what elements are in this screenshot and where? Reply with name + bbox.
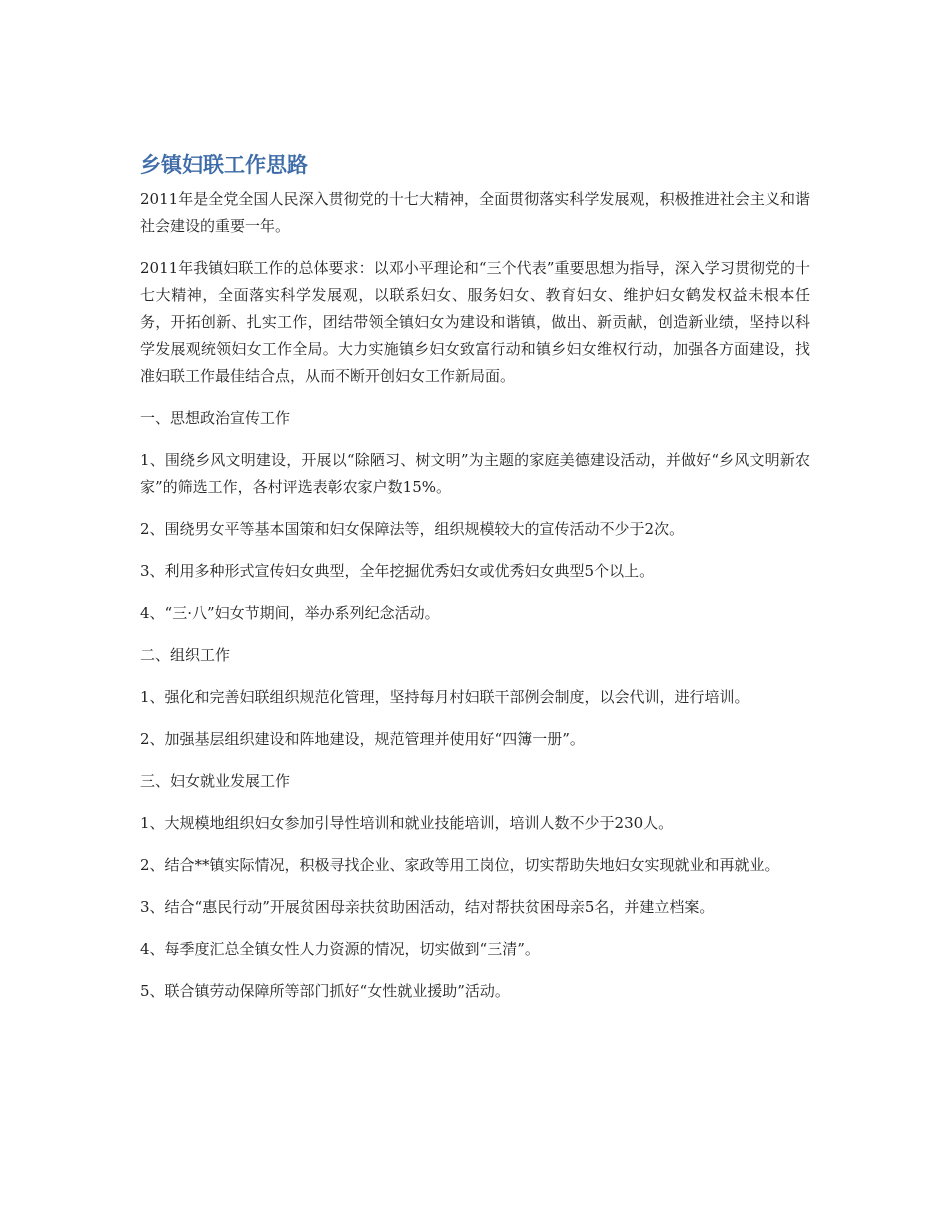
- section-heading-ideology: 一、思想政治宣传工作: [140, 409, 291, 427]
- list-item: 2、围绕男女平等基本国策和妇女保障法等，组织规模较大的宣传活动不少于2次。: [140, 520, 685, 538]
- intro-paragraph: 2011年是全党全国人民深入贯彻党的十七大精神，全面贯彻落实科学发展观，积极推进社会主义和谐社会建设的重要一年。: [140, 190, 810, 235]
- list-item: 1、围绕乡风文明建设，开展以“除陋习、树文明”为主题的家庭美德建设活动，并做好“乡风文明新农家”的筛选工作，各村评选表彰农家户数15%。: [140, 451, 810, 496]
- requirements-paragraph: 2011年我镇妇联工作的总体要求：以邓小平理论和“三个代表”重要思想为指导，深入学习贯彻党的十七大精神，全面落实科学发展观，以联系妇女、服务妇女、教育妇女、维护妇女鹤发权益未根本任务，开拓创新、扎实工作，团结带领全镇妇女为建设和谐镇，做出、新贡献，创造新业绩，坚持以科学发展观统领妇女工作全局。大力实施镇乡妇女致富行动和镇乡妇女维权行动，加强各方面建设，找准妇联工作最佳结合点，从而不断开创妇女工作新局面。: [140, 259, 810, 385]
- document-title: 乡镇妇联工作思路: [140, 153, 308, 177]
- document-body: [140, 150, 810, 1020]
- list-item: 5、联合镇劳动保障所等部门抓好“女性就业援助”活动。: [140, 982, 510, 1000]
- section-heading-organization: 二、组织工作: [140, 646, 231, 664]
- list-item: 1、大规模地组织妇女参加引导性培训和就业技能培训，培训人数不少于230人。: [140, 814, 674, 832]
- list-item: 4、每季度汇总全镇女性人力资源的情况，切实做到“三清”。: [140, 940, 540, 958]
- list-item: 4、“三·八”妇女节期间，举办系列纪念活动。: [140, 604, 440, 622]
- section-heading-employment: 三、妇女就业发展工作: [140, 772, 291, 790]
- list-item: 2、加强基层组织建设和阵地建设，规范管理并使用好“四簿一册”。: [140, 730, 585, 748]
- list-item: 1、强化和完善妇联组织规范化管理，坚持每月村妇联干部例会制度，以会代训，进行培训。: [140, 688, 750, 706]
- list-item: 3、结合“惠民行动”开展贫困母亲扶贫助困活动，结对帮扶贫困母亲5名，并建立档案。: [140, 898, 715, 916]
- list-item: 2、结合**镇实际情况，积极寻找企业、家政等用工岗位，切实帮助失地妇女实现就业和再就业。: [140, 856, 780, 874]
- list-item: 3、利用多种形式宣传妇女典型，全年挖掘优秀妇女或优秀妇女典型5个以上。: [140, 562, 655, 580]
